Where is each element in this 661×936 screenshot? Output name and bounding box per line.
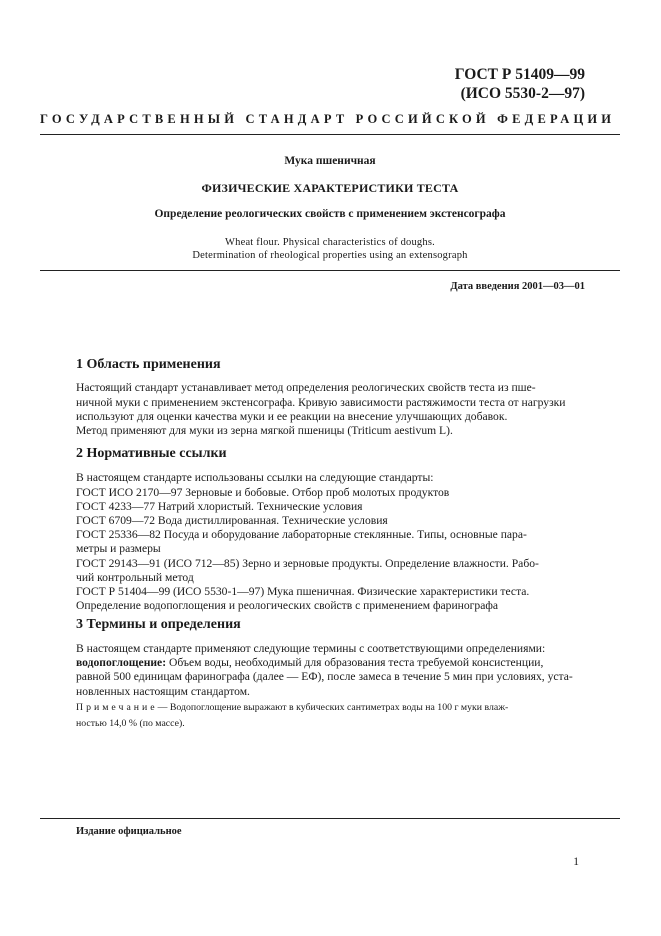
term-definition-line2: равной 500 единицам фаринографа (далее — ЕФ), после замеса в течение 5 мин при условиях, уста- <box>76 670 573 683</box>
standard-code: ГОСТ Р 51409—99 <box>454 66 585 83</box>
reference-4-line1: ГОСТ 25336—82 Посуда и оборудование лабораторные стеклянные. Типы, основные пара- <box>76 528 527 541</box>
reference-1: ГОСТ ИСО 2170—97 Зерновые и бобовые. Отбор проб молотых продуктов <box>76 486 450 499</box>
main-title: ФИЗИЧЕСКИЕ ХАРАКТЕРИСТИКИ ТЕСТА <box>201 181 459 195</box>
note-line1 <box>76 700 584 715</box>
organization-title: ГОСУДАРСТВЕННЫЙ СТАНДАРТ РОССИЙСКОЙ ФЕДЕРАЦИИ <box>40 112 616 126</box>
reference-5-line2: чий контрольный метод <box>76 571 194 584</box>
note-text-line1: — Водопоглощение выражают в кубических сантиметрах воды на 100 г муки влаж- <box>157 702 509 713</box>
term-definition-line1 <box>76 655 584 670</box>
title-rule <box>40 270 620 271</box>
section-1-title: 1 Область применения <box>76 357 221 372</box>
reference-6-line2: Определение водопоглощения и реологических свойств с применением фаринографа <box>76 599 499 612</box>
section-2-intro: В настоящем стандарте использованы ссылки на следующие стандарты: <box>76 471 434 484</box>
note-label: Примечание <box>76 702 158 713</box>
section-1-para1-line1: Настоящий стандарт устанавливает метод определения реологических свойств теста из пше- <box>76 381 536 394</box>
reference-5-line1: ГОСТ 29143—91 (ИСО 712—85) Зерно и зерновые продукты. Определение влажности. Рабо- <box>76 557 539 570</box>
section-2-title: 2 Нормативные ссылки <box>76 446 227 461</box>
section-3-title: 3 Термины и определения <box>76 617 241 632</box>
reference-4-line2: метры и размеры <box>76 542 161 555</box>
section-1-para1-line2: ничной муки с применением экстенсографа. Кривую зависимости растяжимости теста от нагрузки <box>76 396 566 409</box>
section-1-para2: Метод применяют для муки из зерна мягкой пшеницы (Triticum aestivum L). <box>76 424 453 437</box>
term-definition-line3: новленных настоящим стандартом. <box>76 685 250 698</box>
iso-code: (ИСО 5530-2—97) <box>460 85 585 102</box>
product-title: Мука пшеничная <box>284 155 376 167</box>
term-water-absorption: водопоглощение: <box>76 656 167 669</box>
intro-date: Дата введения 2001—03—01 <box>450 281 585 292</box>
header-rule <box>40 134 620 135</box>
definition-text-line1: Объем воды, необходимый для образования теста требуемой консистенции, <box>168 656 544 669</box>
english-title-line1: Wheat flour. Physical characteristics of doughs. <box>225 237 435 248</box>
page-number: 1 <box>573 856 579 868</box>
section-3-intro: В настоящем стандарте применяют следующие термины с соответствующими определениями: <box>76 642 546 655</box>
english-title-line2: Determination of rheological properties using an extensograph <box>192 250 468 261</box>
reference-2: ГОСТ 4233—77 Натрий хлористый. Технические условия <box>76 500 363 513</box>
reference-3: ГОСТ 6709—72 Вода дистиллированная. Технические условия <box>76 514 388 527</box>
edition-label: Издание официальное <box>76 826 182 837</box>
note-line2: ностью 14,0 % (по массе). <box>76 718 185 729</box>
reference-6-line1: ГОСТ Р 51404—99 (ИСО 5530-1—97) Мука пшеничная. Физические характеристики теста. <box>76 585 530 598</box>
section-1-para1-line3: используют для оценки качества муки и ее реакции на внесение улучшающих добавок. <box>76 410 508 423</box>
footer-rule <box>40 818 620 819</box>
sub-title: Определение реологических свойств с применением экстенсографа <box>154 208 506 220</box>
